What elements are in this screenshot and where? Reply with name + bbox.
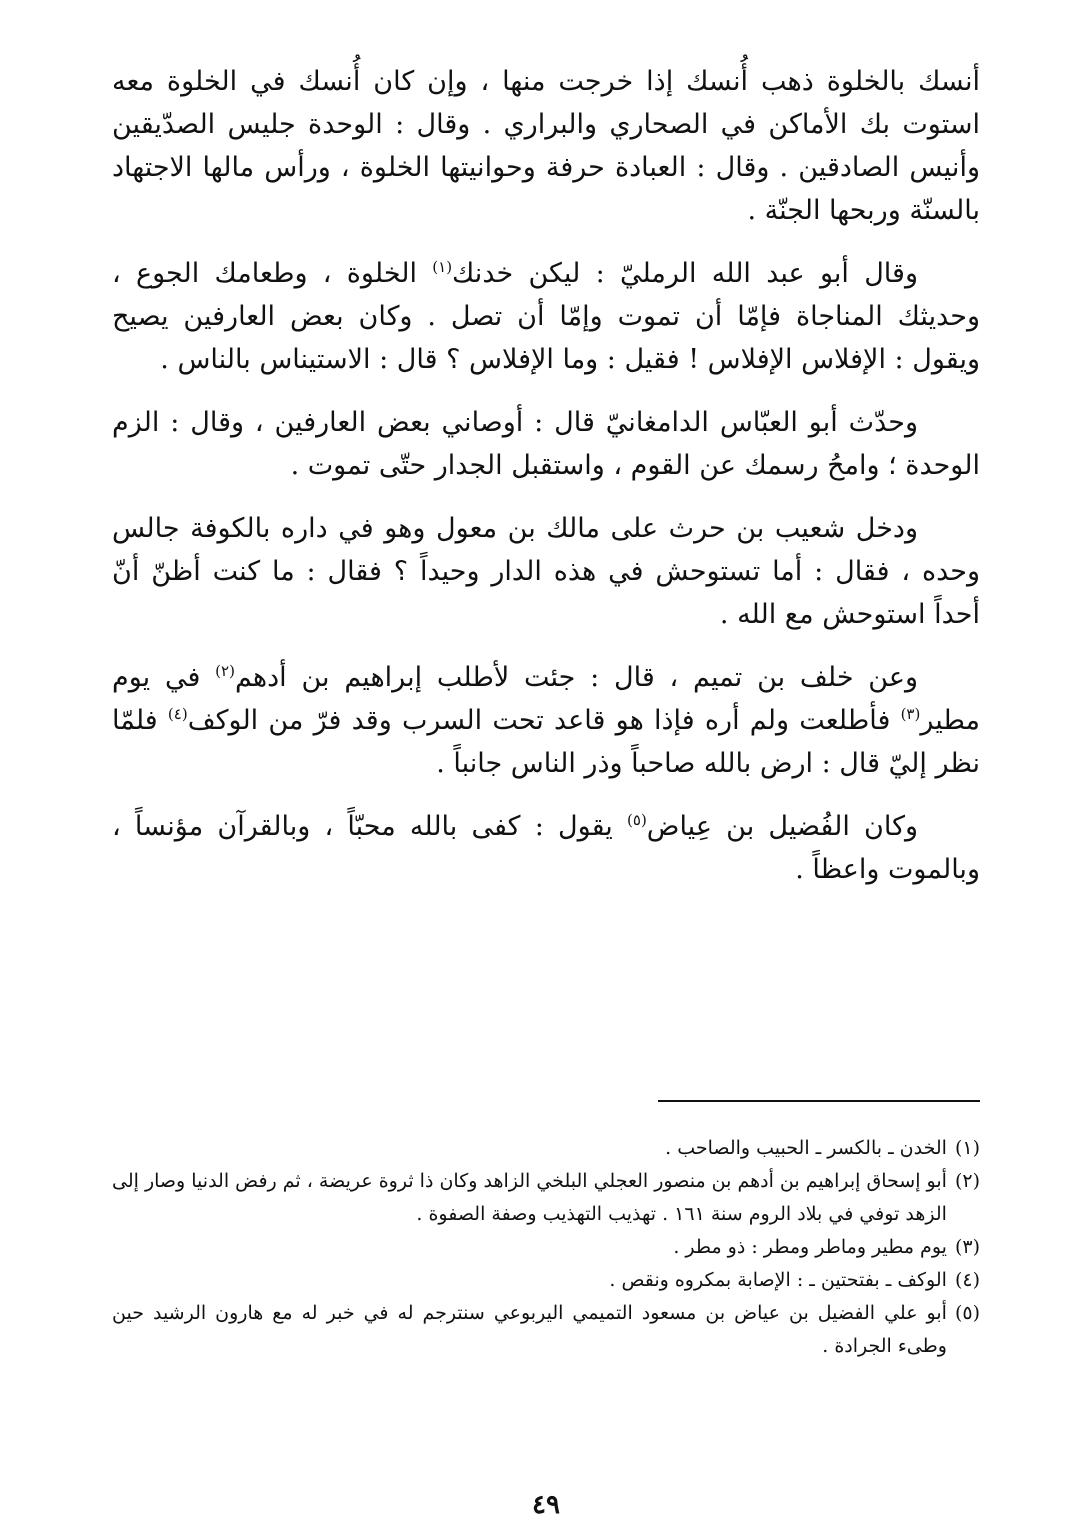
paragraph-text: وعن خلف بن تميم ، قال : جئت لأطلب إبراهيم بن أدهم <box>234 662 918 693</box>
page-number: ٤٩ <box>532 1490 560 1520</box>
paragraph-text: فلمّا نظر إليّ قال : ارض بالله صاحباً وذر الناس جانباً . <box>112 705 980 779</box>
footnote-text: الوكف ـ بفتحتين ـ : الإصابة بمكروه ونقص . <box>609 1269 947 1291</box>
footnote-4 <box>112 1264 980 1297</box>
paragraph-1 <box>112 60 980 232</box>
footnote-number: (٢) <box>954 1170 980 1192</box>
footnote-1 <box>112 1132 980 1165</box>
paragraph-text: فأطلعت ولم أره فإذا هو قاعد تحت السرب وقد فرّ من الوكف <box>187 705 901 736</box>
footnote-ref-5[interactable]: (٥) <box>627 811 647 829</box>
paragraph-text: في يوم مطير <box>112 662 980 736</box>
footnote-3 <box>112 1231 980 1264</box>
paragraph-2 <box>112 252 980 381</box>
footnote-text: الخدن ـ بالكسر ـ الحبيب والصاحب . <box>665 1137 947 1159</box>
footnote-text: أبو علي الفضيل بن عياض بن مسعود التميمي اليربوعي سنترجم له في خبر له مع هارون الرشيد حين وطىء الجرادة . <box>112 1302 947 1357</box>
footnote-number: (٤) <box>954 1269 980 1291</box>
paragraph-text: أنسك بالخلوة ذهب أُنسك إذا خرجت منها ، وإن كان أُنسك في الخلوة معه استوت بك الأماكن في الصحاري والبراري . وقال : الوحدة جليس الصدّيقين وأنيس الصادقين . وقال : العبادة حرفة وحوانيتها الخلوة ، ورأس مالها الاجتهاد بالسنّة وربحها الجنّة . <box>112 66 980 226</box>
footnote-number: (١) <box>954 1137 980 1159</box>
footnote-number: (٥) <box>954 1302 980 1324</box>
paragraph-4 <box>112 507 980 636</box>
paragraph-text: وحدّث أبو العبّاس الدامغانيّ قال : أوصاني بعض العارفين ، وقال : الزم الوحدة ؛ وامحُ رسمك عن القوم ، واستقبل الجدار حتّى تموت . <box>112 407 980 481</box>
paragraph-text: وقال أبو عبد الله الرمليّ : ليكن خدنك <box>452 258 918 289</box>
footnote-5 <box>112 1297 980 1363</box>
page-body <box>112 60 980 1520</box>
footnote-ref-1[interactable]: (١) <box>432 258 453 276</box>
paragraph-3 <box>112 401 980 487</box>
paragraph-6 <box>112 805 980 891</box>
footnote-2 <box>112 1165 980 1231</box>
paragraph-text: الخلوة ، وطعامك الجوع ، وحديثك المناجاة فإمّا أن تموت وإمّا أن تصل . وكان بعض العارفين يصيح ويقول : الإفلاس الإفلاس ! فقيل : وما الإفلاس ؟ قال : الاستيناس بالناس . <box>112 258 980 375</box>
footnote-text: يوم مطير وماطر ومطر : ذو مطر . <box>673 1236 947 1258</box>
footnote-ref-4[interactable]: (٤) <box>167 705 188 723</box>
footnote-divider <box>658 1100 980 1102</box>
footnote-ref-3[interactable]: (٣) <box>900 705 921 723</box>
paragraph-text: ودخل شعيب بن حرث على مالك بن معول وهو في داره بالكوفة جالس وحده ، فقال : أما تستوحش في هذه الدار وحيداً ؟ فقال : ما كنت أظنّ أنّ أحداً استوحش مع الله . <box>112 513 980 630</box>
footnote-number: (٣) <box>954 1236 980 1258</box>
footnotes <box>112 1132 980 1363</box>
footnote-ref-2[interactable]: (٢) <box>215 662 235 680</box>
footnote-text: أبو إسحاق إبراهيم بن أدهم بن منصور العجلي البلخي الزاهد وكان ذا ثروة عريضة ، ثم رفض الدنيا وصار إلى الزهد توفي في بلاد الروم سنة ١٦١ . تهذيب التهذيب وصفة الصفوة . <box>112 1170 947 1225</box>
paragraph-text: يقول : كفى بالله محبّاً ، وبالقرآن مؤنساً ، وبالموت واعظاً . <box>112 811 980 885</box>
paragraph-5 <box>112 656 980 785</box>
paragraph-text: وكان الفُضيل بن عِياض <box>646 811 918 842</box>
